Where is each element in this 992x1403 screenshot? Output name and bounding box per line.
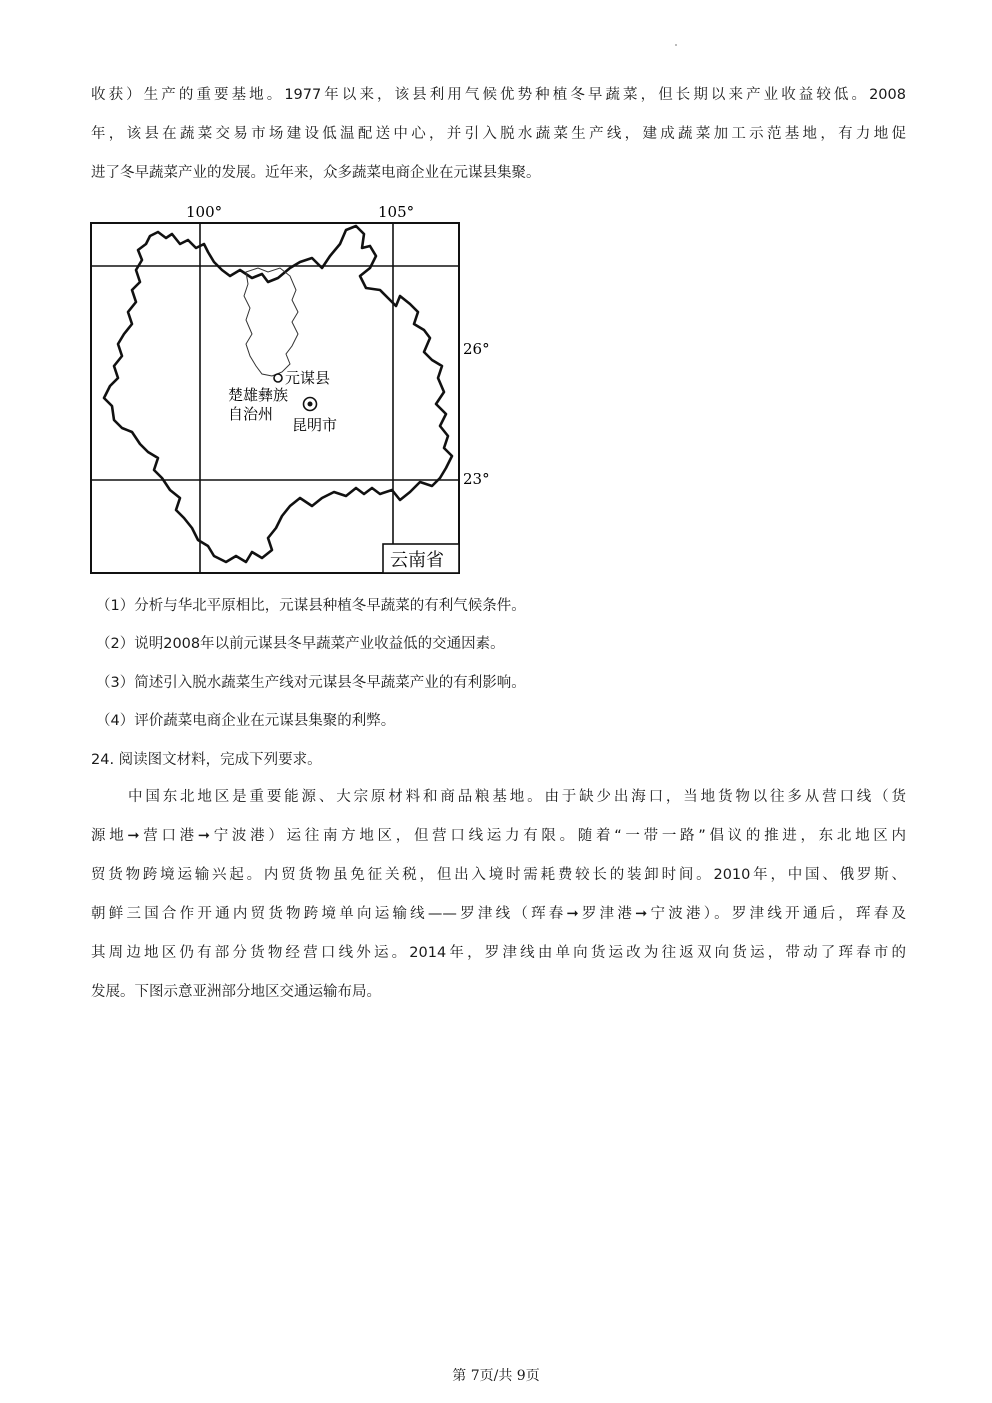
question-24-material <box>91 778 906 1012</box>
yunnan-map <box>80 198 500 580</box>
intro-line: 年，该县在蔬菜交易市场建设低温配送中心，并引入脱水蔬菜生产线，建成蔬菜加工示范基地，有力地促 <box>91 126 906 142</box>
question-24-title: 阅读图文材料，完成下列要求。 <box>118 752 322 768</box>
material-line: 朝鲜三国合作开通内贸货物跨境单向运输线——罗津线（珲春➞罗津港➞宁波港）。罗津线开通后，珲春及 <box>91 906 906 922</box>
material-line: 其周边地区仍有部分货物经营口线外运。2014年，罗津线由单向货运改为往返双向货运，带动了珲春市的 <box>91 945 906 961</box>
material-line: 中国东北地区是重要能源、大宗原材料和商品粮基地。由于缺少出海口，当地货物以往多从营口线（货 <box>128 789 906 805</box>
question-4: （4）评价蔬菜电商企业在元谋县集聚的利弊。 <box>96 713 396 729</box>
material-line: 贸货物跨境运输兴起。内贸货物虽免征关税，但出入境时需耗费较长的装卸时间。2010年，中国、俄罗斯、 <box>91 867 906 883</box>
question-1: （1）分析与华北平原相比，元谋县种植冬早蔬菜的有利气候条件。 <box>96 598 526 614</box>
lon-label-100: 100° <box>186 203 223 221</box>
chuxiong-label-line2: 自治州 <box>228 405 274 423</box>
scan-speck <box>675 44 677 46</box>
kunming-label: 昆明市 <box>292 416 338 434</box>
province-label: 云南省 <box>390 550 444 571</box>
lon-label-105: 105° <box>378 203 415 221</box>
question-24-header <box>91 748 322 769</box>
intro-line: 进了冬早蔬菜产业的发展。近年来，众多蔬菜电商企业在元谋县集聚。 <box>91 165 541 181</box>
question-2: （2）说明2008年以前元谋县冬早蔬菜产业收益低的交通因素。 <box>96 636 505 652</box>
intro-paragraph <box>91 76 906 193</box>
yuanmou-label: 元谋县 <box>285 369 331 387</box>
intro-line: 收获）生产的重要基地。1977年以来，该县利用气候优势种植冬早蔬菜，但长期以来产业收益较低。2008 <box>91 87 906 103</box>
yuanmou-symbol <box>274 374 282 382</box>
material-line: 源地➞营口港➞宁波港）运往南方地区，但营口线运力有限。随着“一带一路”倡议的推进，东北地区内 <box>91 828 906 844</box>
page-footer: 第 7页/共 9页 <box>452 1368 540 1384</box>
kunming-symbol-inner <box>308 402 313 407</box>
lat-label-23: 23° <box>463 470 490 488</box>
question-24-number: 24. <box>91 752 115 768</box>
material-line: 发展。下图示意亚洲部分地区交通运输布局。 <box>91 984 381 1000</box>
chuxiong-label-line1: 楚雄彝族 <box>228 386 289 404</box>
lat-label-26: 26° <box>463 340 490 358</box>
question-3: （3）简述引入脱水蔬菜生产线对元谋县冬早蔬菜产业的有利影响。 <box>96 675 526 691</box>
